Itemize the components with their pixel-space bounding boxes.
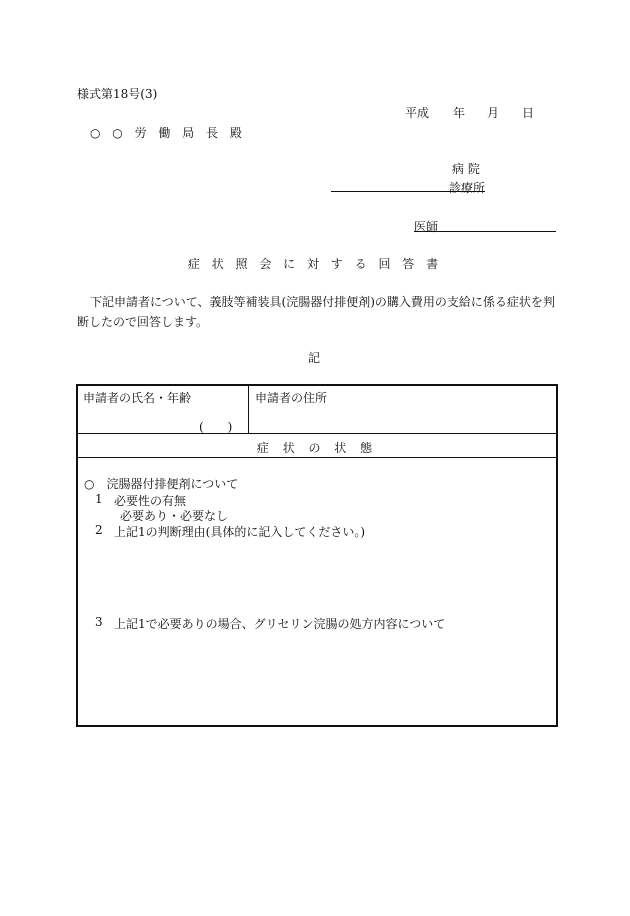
table-divider-vertical xyxy=(248,386,249,433)
address-label: 申請者の住所 xyxy=(255,391,328,405)
body-line-2: 断したので回答します。 xyxy=(77,315,209,329)
item1-num: 1 xyxy=(95,492,103,506)
item2-num: 2 xyxy=(95,523,103,537)
response-table xyxy=(76,384,558,727)
item2-label: 上記1の判断理由(具体的に記入してください。) xyxy=(114,525,365,539)
item1-options: 必要あり・必要なし xyxy=(120,509,229,523)
table-divider-1 xyxy=(78,433,556,434)
recipient: ○ ○ 労 働 局 長 殿 xyxy=(90,126,246,140)
date-day: 日 xyxy=(522,106,535,120)
clinic-label: 診療所 xyxy=(449,181,486,195)
name-age-label: 申請者の氏名・年齢 xyxy=(83,391,192,405)
item3-label: 上記1で必要ありの場合、グリセリン浣腸の処方内容について xyxy=(114,617,446,631)
status-header: 症 状 の 状 態 xyxy=(256,441,378,455)
body-line-1: 下記申請者について、義肢等補装具(浣腸器付排便剤)の購入費用の支給に係る症状を判 xyxy=(90,295,555,309)
date-era: 平成 xyxy=(405,106,430,120)
table-divider-2 xyxy=(78,457,556,458)
section-heading: ○ 浣腸器付排便剤について xyxy=(84,477,239,491)
item1-label: 必要性の有無 xyxy=(114,494,187,508)
date-year: 年 xyxy=(453,106,466,120)
age-parens: ( ) xyxy=(199,420,233,434)
doctor-label: 医師 xyxy=(414,220,439,234)
doctor-signature-line xyxy=(414,217,556,232)
item3-num: 3 xyxy=(95,615,103,629)
date-month: 月 xyxy=(487,106,500,120)
document-title: 症 状 照 会 に 対 す る 回 答 書 xyxy=(187,257,443,271)
hospital-label: 病 院 xyxy=(452,162,480,176)
ki-label: 記 xyxy=(308,351,321,365)
form-number: 様式第18号(3) xyxy=(77,87,158,101)
